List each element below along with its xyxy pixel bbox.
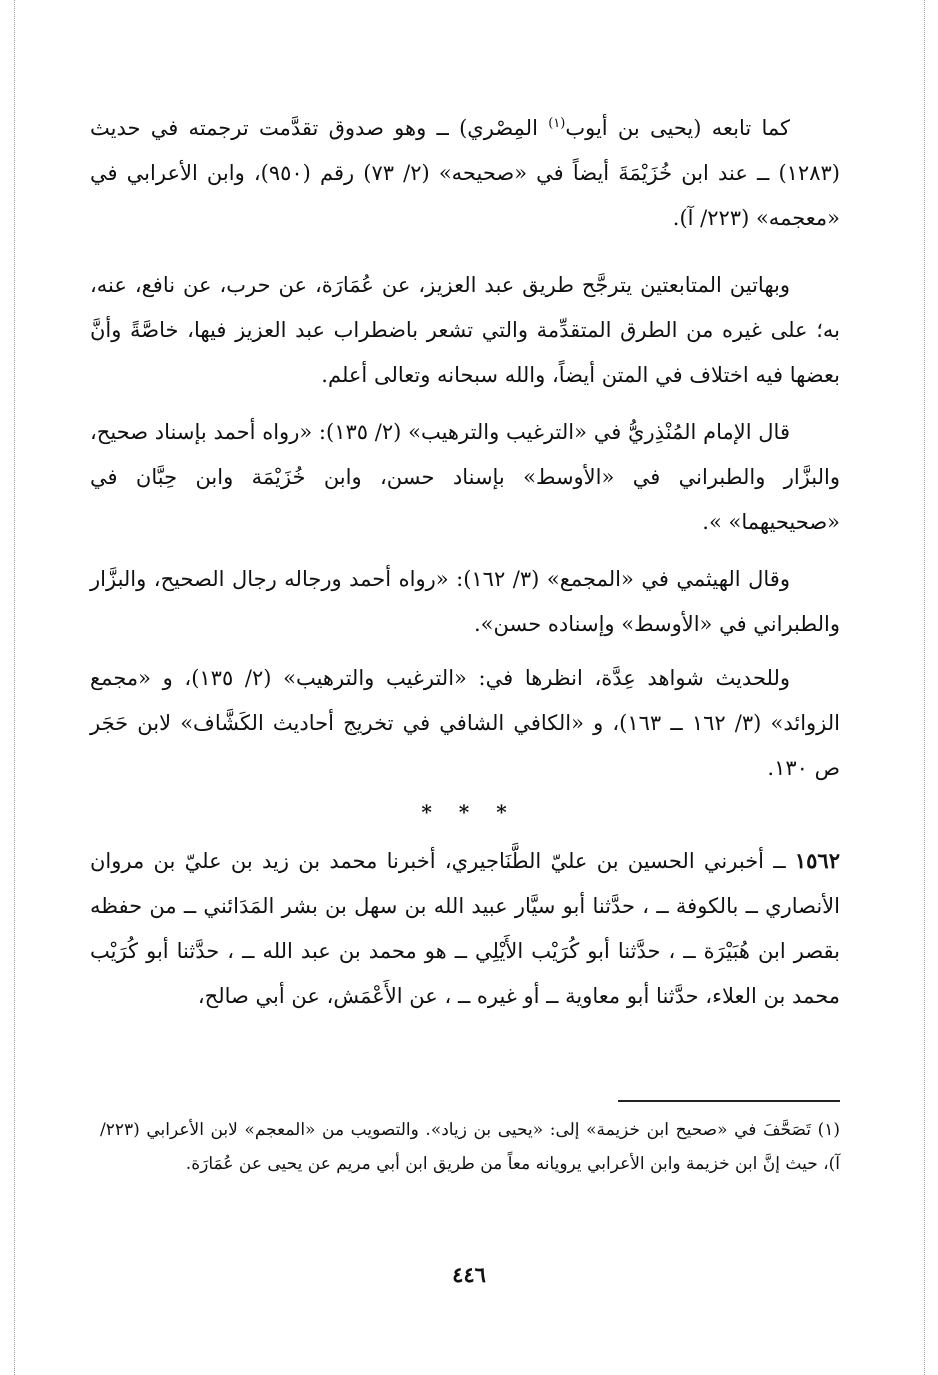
paragraph-2 — [90, 263, 840, 398]
page-number: ٤٤٦ — [452, 1262, 486, 1287]
footnote — [100, 1113, 840, 1181]
page-edge-left — [14, 0, 15, 1375]
footnote-text: (١) تَصَحَّفَ في «صحيح ابن خزيمة» إلى: «يحيى بن زياد». والتصويب من «المعجم» لابن الأعرابي (٢٢٣/ آ)، حيث إنَّ ابن خزيمة وابن الأعرابي يرويانه معاً من طريق ابن أبي مريم عن يحيى عن عُمَارَة. — [100, 1120, 840, 1174]
paragraph-4-text: وقال الهيثمي في «المجمع» (٣/ ١٦٢): «رواه أحمد ورجاله رجال الصحيح، والبزَّار والطبراني في «الأوسط» وإسناده حسن». — [90, 567, 840, 636]
hadith-text: ــ أخبرني الحسين بن عليّ الطَّنَاجيري، أخبرنا محمد بن زيد بن عليّ بن مروان الأنصاري ــ بالكوفة ــ ، حدَّثنا أبو سيَّار عبيد الله بن سهل بن بشر المَدَائني ــ من حفظه بقصر ابن هُبَيْرَة ــ ، حدَّثنا أبو كُرَيْب الأَيْلِي ــ هو محمد بن عبد الله ــ ، حدَّثنا أبو كُرَيْب محمد بن العلاء، حدَّثنا أبو معاوية ــ أو غيره ــ ، عن الأَعْمَش، عن أبي صالح، — [90, 849, 840, 1008]
paragraph-5-text: وللحديث شواهد عِدَّة، انظرها في: «الترغيب والترهيب» (٢/ ١٣٥)، و «مجمع الزوائد» (٣/ ١٦٢ ــ ١٦٣)، و «الكافي الشافي في تخريج أحاديث الكَشَّاف» لابن حَجَر ص ١٣٠. — [90, 666, 840, 780]
hadith-number: ١٥٦٢ — [794, 848, 840, 873]
paragraph-4 — [90, 557, 840, 647]
footnote-divider — [618, 1100, 840, 1102]
section-separator: * * * — [421, 800, 517, 824]
paragraph-3-text: قال الإمام المُنْذِريُّ في «الترغيب والترهيب» (٢/ ١٣٥): «رواه أحمد بإسناد صحيح، والبزَّار والطبراني في «الأوسط» بإسناد حسن، وابن خُزَيْمَة وابن حِبَّان في «صحيحيهما» ». — [90, 420, 840, 534]
paragraph-3 — [90, 410, 840, 545]
paragraph-1-text-rest: المِصْري) ــ وهو صدوق تقدَّمت ترجمته في حديث (١٢٨٣) ــ عند ابن خُزَيْمَةَ أيضاً في «صحيحه» (٢/ ٧٣) رقم (٩٥٠)، وابن الأعرابي في «معجمه» (٢٢٣/ آ). — [90, 116, 840, 230]
paragraph-5 — [90, 656, 840, 791]
footnote-reference: (١) — [548, 116, 566, 131]
hadith-entry — [90, 838, 840, 1019]
paragraph-2-text: وبهاتين المتابعتين يترجَّح طريق عبد العزيز، عن عُمَارَة، عن حرب، عن نافع، عنه، به؛ على غيره من الطرق المتقدِّمة والتي تشعر باضطراب عبد العزيز فيها، خاصَّةً وأنَّ بعضها فيه اختلاف في المتن أيضاً، والله سبحانه وتعالى أعلم. — [90, 273, 840, 387]
page-edge-right — [924, 0, 925, 1375]
paragraph-1-text: كما تابعه (يحيى بن أيوب — [565, 116, 791, 140]
paragraph-1 — [90, 106, 840, 241]
